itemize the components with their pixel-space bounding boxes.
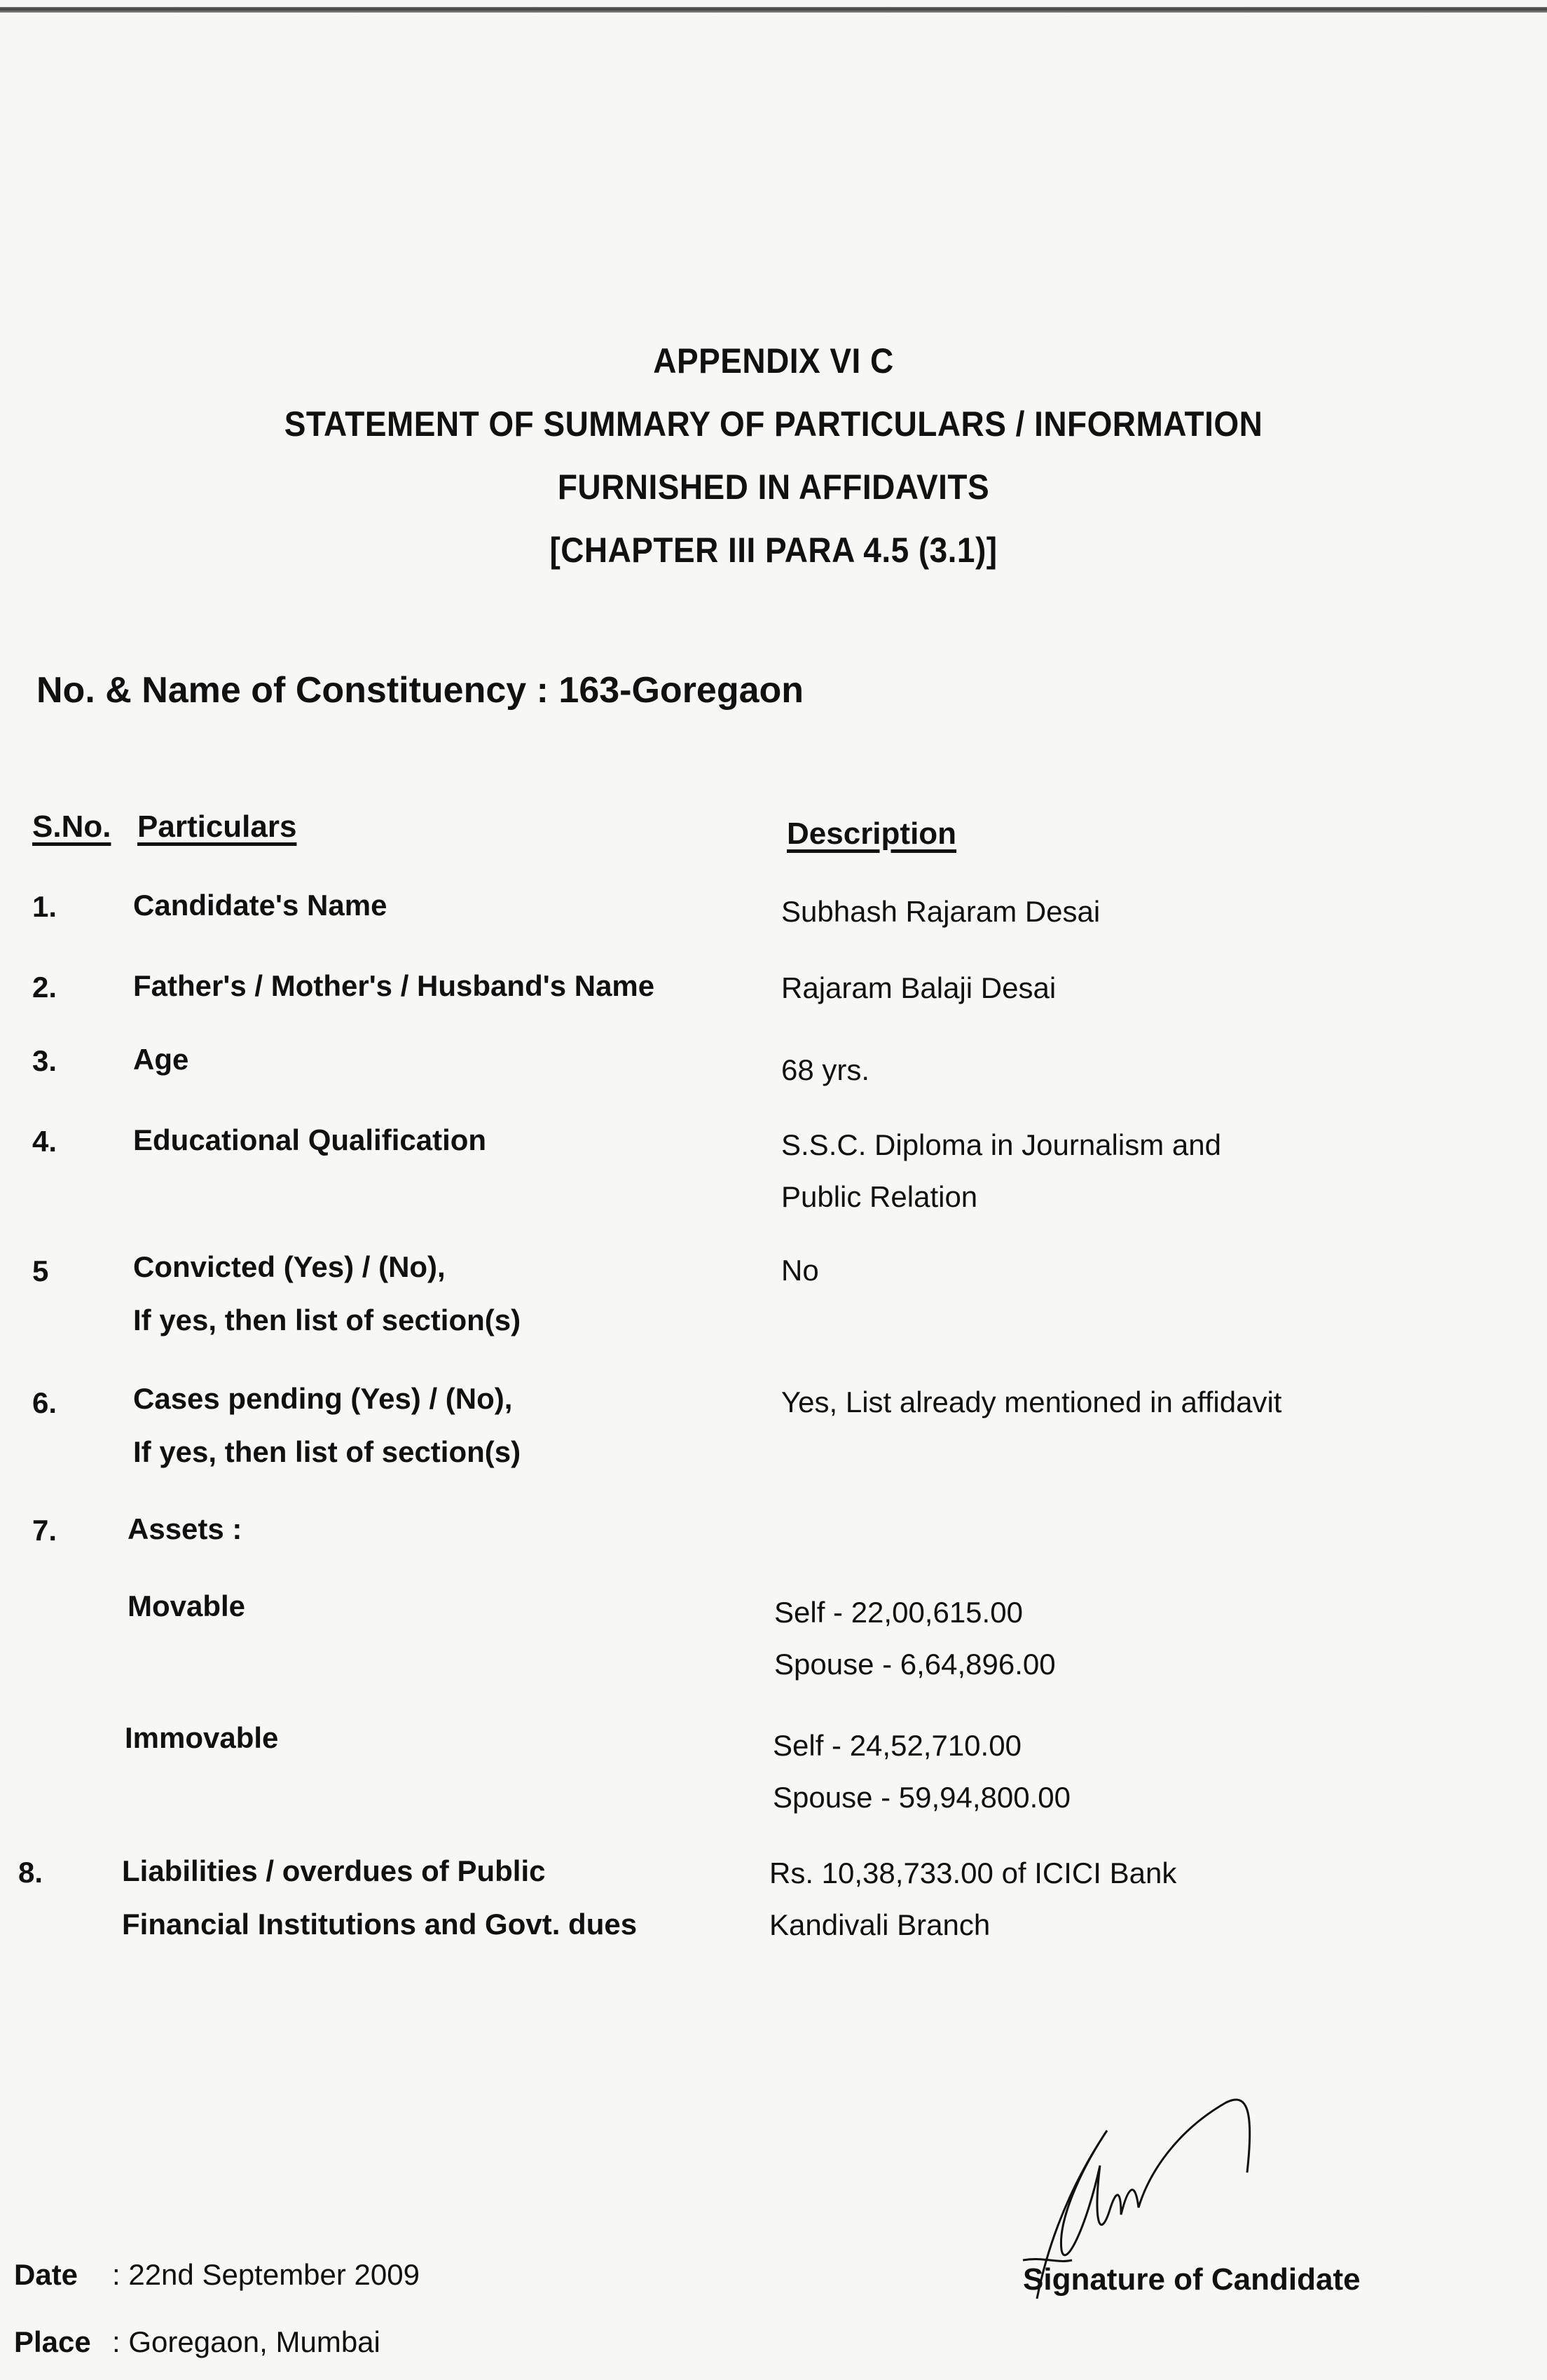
- constituency-value: 163-Goregaon: [558, 670, 804, 711]
- row-description: Subhash Rajaram Desai: [781, 895, 1101, 928]
- row-particulars: Educational Qualification: [133, 1123, 487, 1156]
- title-appendix: APPENDIX VI C: [653, 341, 894, 381]
- row-sno: 5: [32, 1254, 49, 1287]
- row-particulars: Cases pending (Yes) / (No), If yes, then list of section(s): [133, 1382, 521, 1468]
- document-title: [0, 329, 1547, 582]
- row-particulars: Candidate's Name: [133, 889, 387, 922]
- row-sno: 8.: [18, 1856, 43, 1889]
- place-label: Place: [14, 2325, 91, 2358]
- row-particulars: Convicted (Yes) / (No), If yes, then list of section(s): [133, 1250, 521, 1336]
- place-value: : Goregaon, Mumbai: [112, 2325, 380, 2358]
- row-sno: 6.: [32, 1386, 57, 1419]
- row-description: Rs. 10,38,733.00 of ICICI Bank Kandivali Branch: [769, 1856, 1177, 1941]
- row-particulars: Immovable: [125, 1721, 279, 1754]
- row-description: Self - 22,00,615.00 Spouse - 6,64,896.00: [774, 1596, 1056, 1681]
- row-particulars: Liabilities / overdues of Public Financial Institutions and Govt. dues: [122, 1854, 638, 1941]
- constituency-line: [36, 669, 804, 711]
- date-value: : 22nd September 2009: [112, 2258, 420, 2291]
- row-particulars: Father's / Mother's / Husband's Name: [133, 969, 655, 1002]
- column-header-particulars: Particulars: [137, 809, 297, 844]
- row-description: Self - 24,52,710.00 Spouse - 59,94,800.00: [773, 1729, 1071, 1814]
- row-sno: 1.: [32, 890, 57, 923]
- row-description: S.S.C. Diploma in Journalism and Public Relation: [781, 1128, 1221, 1213]
- row-particulars: Movable: [128, 1589, 246, 1622]
- constituency-label: No. & Name of Constituency :: [36, 670, 549, 711]
- title-statement: STATEMENT OF SUMMARY OF PARTICULARS / INFORMATION: [284, 404, 1263, 444]
- date-label: Date: [14, 2258, 78, 2291]
- title-chapter: [CHAPTER III PARA 4.5 (3.1)]: [549, 531, 998, 570]
- row-description: Rajaram Balaji Desai: [781, 971, 1057, 1004]
- row-sno: 2.: [32, 971, 57, 1004]
- row-description: Yes, List already mentioned in affidavit: [781, 1386, 1282, 1418]
- column-header-sno: S.No.: [32, 809, 111, 844]
- row-description: No: [781, 1254, 819, 1287]
- row-sno: 3.: [32, 1044, 57, 1077]
- row-sno: 4.: [32, 1125, 57, 1158]
- signature-label: Signature of Candidate: [1023, 2262, 1361, 2297]
- column-header-description: Description: [787, 816, 957, 851]
- row-particulars: Age: [133, 1043, 189, 1076]
- title-furnished: FURNISHED IN AFFIDAVITS: [557, 467, 990, 507]
- row-sno: 7.: [32, 1514, 57, 1547]
- row-description: 68 yrs.: [781, 1053, 870, 1086]
- row-particulars: Assets :: [128, 1512, 242, 1545]
